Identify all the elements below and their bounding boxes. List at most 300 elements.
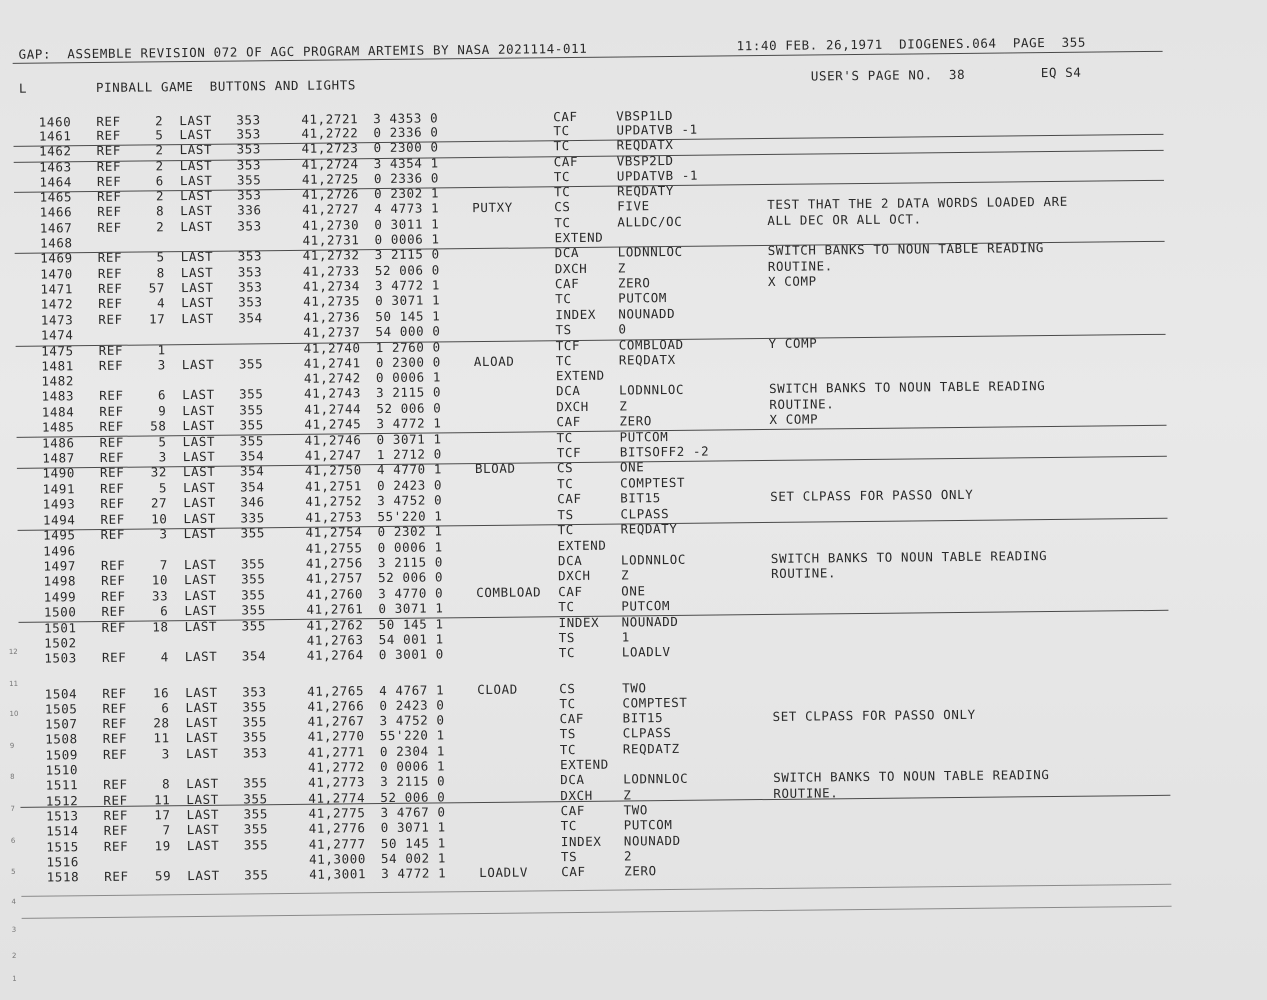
row-code: 54 000 0	[375, 323, 441, 340]
row-code: 3 2115 0	[376, 384, 442, 401]
margin-mark: 11	[9, 679, 19, 688]
row-refn: 10	[151, 572, 169, 588]
row-last: LAST	[185, 745, 219, 762]
row-last: LAST	[184, 618, 218, 635]
row-addr: 41,2736	[303, 309, 361, 325]
row-line: 1508	[45, 731, 78, 747]
row-code: 1 2712 0	[376, 446, 442, 463]
row-code: 52 006 0	[377, 569, 444, 586]
row-addr: 41,2725	[301, 171, 359, 187]
row-refn: 3	[158, 449, 167, 465]
row-refn: 10	[151, 511, 168, 527]
row-ref: REF	[99, 403, 124, 419]
row-arg: PUTCOM	[623, 817, 673, 833]
row-addr: 41,2751	[305, 478, 363, 494]
row-code: 0 0006 1	[379, 758, 446, 775]
row-lastp: 353	[237, 218, 262, 234]
row-refn: 6	[160, 603, 169, 619]
row-addr: 41,2767	[307, 713, 365, 729]
row-lastp: 354	[238, 310, 263, 326]
user-page-number: USER'S PAGE NO. 38	[810, 66, 966, 84]
row-code: 3 2115 0	[377, 554, 444, 571]
row-op: DCA	[556, 382, 581, 399]
row-addr: 41,2750	[304, 462, 362, 478]
row-refn: 4	[160, 649, 169, 665]
row-ref: REF	[98, 295, 123, 311]
row-op: INDEX	[555, 306, 597, 323]
row-refn: 27	[150, 495, 168, 511]
row-refn: 8	[161, 776, 171, 792]
row-code: 52 006 0	[374, 262, 440, 279]
row-op: CAF	[559, 710, 585, 727]
row-op: CAF	[556, 413, 581, 430]
row-lastp: 355	[243, 775, 268, 791]
row-line: 1504	[44, 686, 78, 702]
row-addr: 41,2753	[305, 509, 363, 525]
row-ref: REF	[101, 588, 126, 604]
row-addr: 41,2772	[307, 759, 366, 775]
row-refn: 6	[161, 700, 170, 716]
row-ref: REF	[97, 249, 123, 265]
row-arg: Z	[620, 567, 630, 583]
row-ref: REF	[103, 792, 128, 808]
row-code: 4 4767 1	[379, 682, 445, 699]
row-ref: REF	[101, 619, 127, 635]
row-op: TC	[559, 742, 577, 758]
row-line: 1509	[45, 747, 78, 763]
row-addr: 41,2742	[303, 370, 361, 386]
row-lastp: 355	[241, 618, 267, 634]
row-label: BLOAD	[474, 460, 516, 477]
row-refn: 57	[148, 280, 166, 296]
row-ref: REF	[102, 730, 128, 746]
row-lastp: 355	[239, 417, 264, 433]
row-last: LAST	[179, 112, 212, 129]
row-code: 55'220 1	[377, 508, 443, 525]
row-code: 0 2304 1	[379, 743, 445, 760]
row-code: 3 4752 0	[379, 712, 445, 729]
row-op: TS	[555, 322, 572, 338]
row-code: 0 0006 1	[374, 231, 440, 248]
row-line: 1460	[38, 114, 72, 130]
row-lastp: 354	[240, 479, 265, 495]
row-ref: REF	[99, 434, 125, 450]
row-line: 1511	[45, 777, 79, 793]
row-arg: Z	[623, 787, 632, 803]
row-op: TC	[558, 645, 576, 661]
row-addr: 41,2776	[308, 820, 366, 836]
row-op: CAF	[558, 583, 583, 600]
row-lastp: 336	[237, 202, 262, 218]
row-lastp: 355	[240, 525, 266, 541]
row-arg: VBSP1LD	[616, 107, 674, 124]
row-code: 0 2336 0	[373, 170, 439, 187]
row-arg: ALLDC/OC	[617, 213, 683, 230]
row-arg: LODNNLOC	[617, 243, 683, 260]
row-lastp: 335	[240, 510, 265, 526]
row-addr: 41,2757	[305, 570, 364, 586]
row-addr: 41,2727	[302, 201, 360, 217]
row-op: TC	[553, 123, 570, 139]
row-arg: TWO	[622, 680, 647, 696]
row-line: 1501	[43, 620, 77, 636]
row-line: 1465	[39, 189, 73, 205]
row-lastp: 355	[239, 386, 264, 402]
row-ref: REF	[102, 715, 128, 731]
row-op: DXCH	[557, 567, 591, 584]
row-addr: 41,2747	[304, 447, 362, 463]
row-line: 1481	[41, 358, 74, 374]
row-refn: 5	[158, 480, 168, 496]
row-label: LOADLV	[479, 864, 529, 881]
eq-label: EQ S4	[1040, 64, 1082, 81]
row-addr: 41,2735	[303, 293, 361, 309]
row-ref: REF	[97, 265, 123, 281]
row-op: CS	[559, 681, 576, 697]
row-last: LAST	[182, 402, 215, 419]
row-ref: REF	[99, 418, 124, 434]
row-refn: 8	[155, 203, 165, 219]
row-refn: 33	[151, 588, 169, 604]
row-cmt: SET CLPASS FOR PASSO ONLY	[770, 486, 974, 504]
row-addr: 41,2763	[306, 632, 364, 648]
row-addr: 41,2774	[308, 790, 366, 806]
row-last: LAST	[182, 433, 216, 450]
row-lastp: 353	[237, 279, 263, 295]
row-line: 1516	[46, 854, 80, 870]
separator-rule	[22, 906, 1172, 919]
row-last: LAST	[179, 141, 213, 158]
row-addr: 41,2731	[302, 232, 360, 248]
row-line: 1518	[46, 869, 80, 885]
row-refn: 6	[157, 387, 167, 403]
row-code: 3 4353 0	[373, 110, 439, 127]
row-op: TC	[556, 430, 573, 446]
row-last: LAST	[181, 356, 215, 373]
row-last: LAST	[179, 187, 213, 204]
row-cmt: ROUTINE.	[773, 785, 839, 801]
row-arg: Z	[617, 260, 627, 276]
row-lastp: 355	[243, 821, 269, 837]
row-last: LAST	[179, 172, 213, 189]
row-last: LAST	[179, 157, 213, 174]
margin-mark: 7	[10, 804, 15, 813]
row-line: 1482	[41, 373, 75, 389]
row-cmt: X COMP	[769, 411, 819, 427]
row-op: DCA	[557, 552, 583, 569]
margin-mark: 4	[11, 897, 16, 906]
row-code: 52 006 0	[380, 789, 446, 806]
row-last: LAST	[186, 791, 219, 808]
row-refn: 11	[154, 792, 171, 808]
row-cmt: X COMP	[767, 273, 817, 289]
row-refn: 2	[156, 219, 165, 235]
row-ref: REF	[103, 838, 129, 854]
row-label: CLOAD	[477, 681, 518, 698]
row-cmt: ALL DEC OR ALL OCT.	[767, 211, 922, 228]
row-op: CS	[554, 199, 571, 215]
row-line: 1461	[38, 128, 72, 144]
row-lastp: 353	[237, 248, 263, 264]
row-lastp: 355	[243, 791, 268, 807]
row-line: 1471	[40, 281, 74, 297]
row-code: 0 2423 0	[377, 477, 443, 494]
row-code: 0 0006 1	[377, 539, 443, 556]
row-code: 50 145 1	[378, 616, 444, 633]
row-last: LAST	[182, 386, 215, 403]
row-last: LAST	[185, 729, 219, 746]
row-code: 0 0006 1	[375, 369, 442, 386]
row-line: 1495	[43, 527, 76, 543]
row-op: CAF	[553, 108, 578, 125]
row-line: 1503	[44, 650, 77, 666]
row-refn: 8	[156, 265, 165, 281]
row-op: TC	[553, 138, 570, 154]
row-arg: LODNNLOC	[619, 381, 685, 398]
row-line: 1499	[43, 589, 77, 605]
row-line: 1496	[43, 543, 76, 559]
row-addr: 41,2773	[308, 774, 366, 790]
row-code: 55'220 1	[379, 727, 445, 744]
row-line: 1485	[41, 419, 75, 435]
row-code: 0 3011 1	[374, 216, 440, 233]
row-arg: PUTCOM	[621, 598, 671, 614]
row-refn: 5	[158, 434, 167, 450]
row-line: 1474	[40, 327, 74, 343]
row-arg: ONE	[621, 583, 646, 599]
row-ref: REF	[96, 173, 122, 189]
row-line: 1513	[45, 808, 79, 824]
row-last: LAST	[182, 448, 216, 465]
row-code: 0 2336 0	[373, 124, 439, 141]
row-lastp: 353	[242, 745, 268, 761]
row-arg: FIVE	[617, 198, 650, 214]
row-last: LAST	[186, 806, 220, 823]
row-ref: REF	[97, 219, 122, 235]
row-ref: REF	[99, 449, 125, 465]
row-op: EXTEND	[559, 756, 609, 773]
row-lastp: 355	[243, 837, 269, 853]
row-last: LAST	[184, 587, 217, 604]
row-line: 1473	[40, 312, 74, 328]
row-op: EXTEND	[554, 229, 604, 246]
row-refn: 28	[153, 715, 170, 731]
row-code: 3 2115 0	[380, 773, 446, 790]
row-op: TCF	[556, 444, 582, 461]
row-ref: REF	[97, 203, 122, 219]
row-code: 0 3071 1	[376, 431, 442, 448]
row-last: LAST	[181, 294, 214, 311]
row-arg: TWO	[623, 802, 648, 818]
row-last: LAST	[183, 525, 217, 542]
row-code: 3 4767 0	[380, 804, 446, 821]
row-op: CAF	[553, 153, 579, 170]
row-op: TS	[558, 630, 576, 646]
row-ref: REF	[101, 603, 126, 619]
row-last: LAST	[183, 479, 216, 496]
row-addr: 41,2760	[306, 586, 364, 602]
row-addr: 41,2734	[302, 278, 360, 294]
row-code: 0 2423 0	[379, 697, 445, 714]
header-timestamp: 11:40 FEB. 26,1971 DIOGENES.064 PAGE 355	[736, 34, 1086, 54]
row-addr: 41,2777	[308, 836, 366, 852]
row-arg: 1	[621, 629, 630, 645]
row-last: LAST	[186, 837, 220, 854]
row-arg: REQDATY	[620, 520, 678, 537]
row-op: DCA	[554, 244, 580, 261]
row-ref: REF	[103, 807, 129, 823]
row-lastp: 355	[240, 556, 266, 572]
row-lastp: 355	[241, 602, 266, 618]
row-lastp: 355	[244, 867, 269, 883]
row-ref: REF	[99, 387, 124, 403]
row-refn: 2	[155, 188, 165, 204]
row-code: 54 002 1	[380, 850, 447, 867]
row-refn: 59	[154, 868, 172, 884]
row-lastp: 353	[236, 141, 262, 157]
row-last: LAST	[184, 648, 218, 665]
row-addr: 41,2762	[306, 617, 364, 633]
row-cmt: Y COMP	[768, 335, 818, 351]
row-label: PUTXY	[472, 199, 513, 216]
row-op: TC	[557, 522, 574, 538]
row-arg: ZERO	[619, 413, 653, 429]
row-op: TCF	[555, 337, 581, 354]
row-addr: 41,2723	[301, 140, 359, 156]
row-cmt: SWITCH BANKS TO NOUN TABLE READING	[773, 767, 1050, 785]
row-ref: REF	[96, 142, 122, 158]
row-op: INDEX	[560, 833, 602, 850]
row-refn: 17	[154, 807, 171, 823]
row-ref: REF	[96, 113, 121, 129]
row-last: LAST	[183, 556, 217, 573]
row-lastp: 355	[243, 806, 269, 822]
row-code: 0 3071 1	[380, 819, 446, 836]
row-lastp: 346	[240, 494, 265, 510]
row-last: LAST	[180, 218, 213, 235]
row-addr: 41,2744	[304, 401, 362, 417]
row-last: LAST	[179, 126, 213, 143]
row-line: 1515	[46, 839, 79, 855]
row-line: 1486	[42, 435, 75, 451]
row-addr: 41,3001	[309, 866, 367, 882]
row-addr: 41,3000	[308, 851, 366, 867]
row-refn: 18	[152, 619, 169, 635]
row-op: TS	[560, 849, 578, 865]
row-code: 54 001 1	[378, 631, 444, 648]
row-code: 3 4752 0	[377, 492, 443, 509]
row-arg: UPDATVB -1	[616, 167, 699, 184]
row-line: 1510	[45, 762, 79, 778]
row-ref: REF	[96, 158, 122, 174]
row-last: LAST	[184, 571, 217, 588]
row-cmt: ROUTINE.	[769, 396, 835, 412]
row-cmt: SET CLPASS FOR PASSO ONLY	[772, 706, 976, 724]
row-lastp: 353	[236, 187, 262, 203]
row-line: 1505	[44, 701, 78, 717]
row-ref: REF	[100, 511, 125, 527]
row-arg: REQDATX	[618, 351, 676, 368]
row-lastp: 355	[238, 356, 264, 372]
row-ref: REF	[98, 357, 124, 373]
row-lastp: 353	[236, 112, 261, 128]
row-code: 50 145 1	[375, 308, 441, 325]
row-line: 1470	[40, 266, 73, 282]
header-assembly-line: GAP: ASSEMBLE REVISION 072 OF AGC PROGRAM ARTEMIS BY NASA 2021114-011	[18, 40, 588, 62]
row-code: 0 2300 0	[373, 139, 439, 156]
row-line: 1483	[41, 388, 75, 404]
row-op: TC	[553, 184, 571, 200]
row-arg: ZERO	[617, 275, 651, 291]
row-label: COMBLOAD	[476, 584, 542, 601]
row-refn: 5	[155, 127, 164, 143]
row-last: LAST	[180, 279, 214, 296]
row-ref: REF	[98, 342, 124, 358]
row-last: LAST	[186, 821, 220, 838]
row-arg: NOUNADD	[621, 613, 679, 630]
row-refn: 11	[153, 730, 170, 746]
row-code: 3 2115 0	[374, 246, 440, 263]
row-ref: REF	[103, 776, 128, 792]
row-op: EXTEND	[557, 537, 607, 554]
row-last: LAST	[184, 602, 217, 619]
margin-mark: 1	[12, 974, 17, 983]
row-line: 1493	[42, 496, 76, 512]
row-last: LAST	[186, 775, 219, 792]
row-addr: 41,2746	[304, 432, 362, 448]
row-ref: REF	[98, 311, 123, 327]
margin-mark: 9	[9, 741, 15, 750]
row-code: 3 4772 1	[374, 277, 441, 294]
row-arg: COMBLOAD	[618, 336, 684, 353]
row-last: LAST	[183, 510, 217, 527]
row-addr: 41,2755	[305, 540, 363, 556]
row-refn: 2	[155, 142, 164, 158]
row-addr: 41,2741	[303, 355, 361, 371]
row-op: TC	[558, 599, 575, 615]
row-op: INDEX	[558, 614, 600, 631]
row-ref: REF	[100, 495, 125, 511]
row-label: ALOAD	[473, 353, 515, 370]
row-line: 1484	[41, 404, 75, 420]
row-arg: BITSOFF2 -2	[619, 443, 710, 460]
row-arg: PUTCOM	[619, 429, 669, 445]
row-lastp: 353	[236, 126, 261, 142]
row-addr: 41,2766	[307, 698, 365, 714]
row-last: LAST	[180, 248, 214, 265]
row-lastp: 354	[241, 648, 267, 664]
row-cmt: SWITCH BANKS TO NOUN TABLE READING	[770, 548, 1048, 566]
margin-mark: 5	[11, 867, 16, 876]
row-refn: 3	[161, 746, 170, 762]
row-arg: 0	[618, 321, 627, 337]
row-last: LAST	[183, 494, 216, 511]
row-arg: VBSP2LD	[616, 152, 674, 169]
row-lastp: 355	[239, 433, 265, 449]
row-lastp: 354	[239, 463, 265, 479]
row-ref: REF	[102, 685, 127, 701]
row-addr: 41,2721	[301, 111, 359, 127]
row-addr: 41,2770	[307, 728, 365, 744]
row-code: 0 3071 1	[378, 600, 444, 617]
row-lastp: 353	[238, 294, 263, 310]
margin-mark: 6	[10, 836, 16, 845]
row-code: 4 4770 1	[376, 461, 443, 478]
row-line: 1475	[41, 343, 74, 359]
row-lastp: 355	[242, 714, 268, 730]
row-addr: 41,2771	[307, 744, 365, 760]
row-addr: 41,2764	[306, 647, 364, 663]
